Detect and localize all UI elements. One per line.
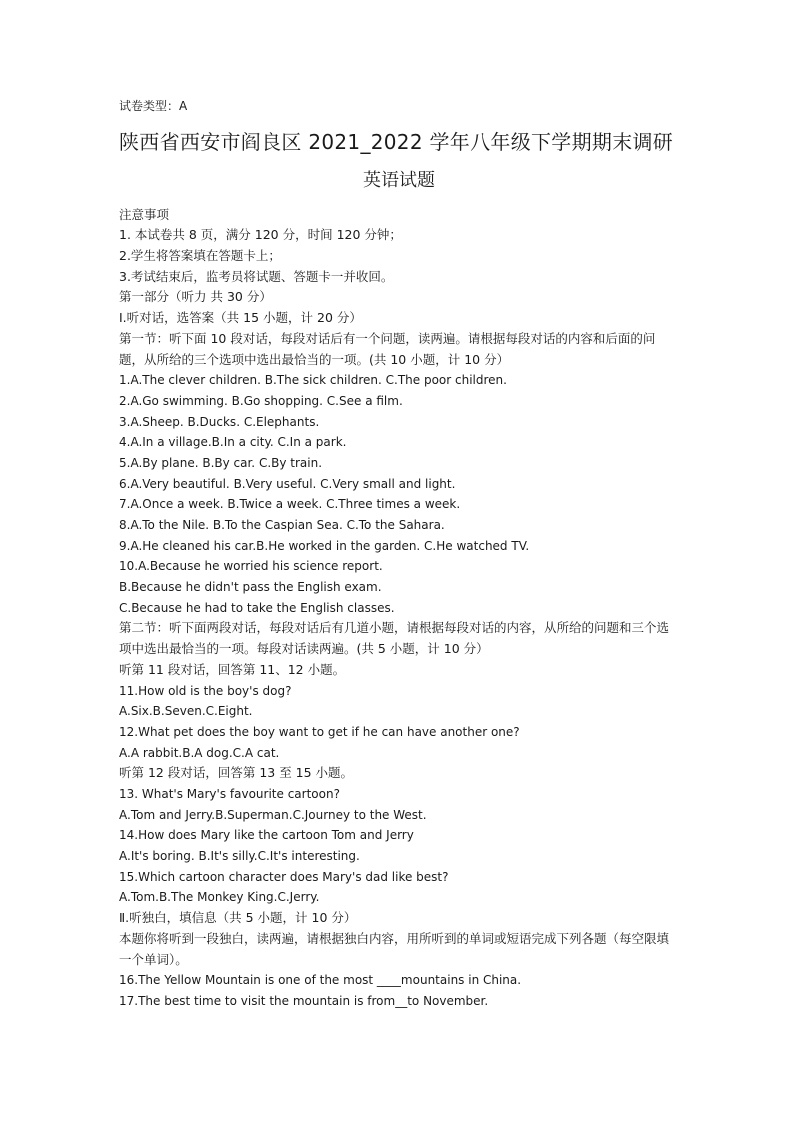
question-line: 9.A.He cleaned his car.B.He worked in the garden. C.He watched TV.	[119, 538, 530, 553]
paper-type: 试卷类型：A	[119, 99, 188, 113]
question-line: 1.A.The clever children. B.The sick children. C.The poor children.	[119, 373, 507, 388]
question-line: A.Six.B.Seven.C.Eight.	[119, 704, 253, 719]
exam-page	[119, 96, 679, 1012]
question-line: 10.A.Because he worried his science report.	[119, 559, 383, 574]
exam-title: 陕西省西安市阎良区 2021_2022 学年八年级下学期期末调研	[119, 129, 674, 154]
question-line: B.Because he didn't pass the English exam.	[119, 580, 382, 595]
section2-title: Ⅱ.听独白，填信息（共 5 小题，计 10 分）	[119, 910, 357, 926]
question-line: 6.A.Very beautiful. B.Very useful. C.Very small and light.	[119, 476, 456, 491]
note-item: 2.学生将答案填在答题卡上；	[119, 248, 281, 264]
question-line: 3.A.Sheep. B.Ducks. C.Elephants.	[119, 414, 320, 429]
question-line: A.It's boring. B.It's silly.C.It's interesting.	[119, 849, 360, 864]
exam-subtitle: 英语试题	[363, 169, 435, 191]
question-line: 17.The best time to visit the mountain is from__to November.	[119, 993, 489, 1008]
question-line: A.Tom.B.The Monkey King.C.Jerry.	[119, 890, 320, 905]
dialog-intro: 听第 12 段对话，回答第 13 至 15 小题。	[119, 765, 354, 781]
question-line: 13. What's Mary's favourite cartoon?	[119, 787, 340, 801]
section2-instructions: 本题你将听到一段独白，读两遍，请根据独白内容，用所听到的单词或短语完成下列各题（每空限填一个单词）。	[119, 930, 670, 967]
note-item: 1. 本试卷共 8 页，满分 120 分，时间 120 分钟；	[119, 227, 402, 243]
question-line: 8.A.To the Nile. B.To the Caspian Sea. C.To the Sahara.	[119, 518, 445, 533]
question-line: 7.A.Once a week. B.Twice a week. C.Three times a week.	[119, 497, 461, 512]
question-line: A.A rabbit.B.A dog.C.A cat.	[119, 745, 280, 760]
question-line: 15.Which cartoon character does Mary's dad like best?	[119, 869, 449, 884]
question-line: C.Because he had to take the English classes.	[119, 600, 395, 615]
question-line: 5.A.By plane. B.By car. C.By train.	[119, 455, 323, 470]
section1-part1-instructions: 第一节：听下面 10 段对话，每段对话后有一个问题，读两遍。请根据每段对话的内容和后面的问题，从所给的三个选项中选出最恰当的一项。(共 10 小题，计 10 分）	[119, 330, 656, 367]
note-item: 3.考试结束后，监考员将试题、答题卡一并收回。	[119, 268, 394, 284]
part1-heading: 第一部分（听力 共 30 分）	[119, 289, 272, 305]
question-line: 12.What pet does the boy want to get if he can have another one?	[119, 724, 520, 739]
question-line: 2.A.Go swimming. B.Go shopping. C.See a film.	[119, 393, 403, 408]
section1-title: Ⅰ.听对话，选答案（共 15 小题，计 20 分）	[119, 310, 362, 326]
question-line: 4.A.In a village.B.In a city. C.In a park.	[119, 435, 347, 450]
question-line: 14.How does Mary like the cartoon Tom and Jerry	[119, 828, 414, 843]
question-line: 11.How old is the boy's dog?	[119, 683, 292, 698]
question-line: A.Tom and Jerry.B.Superman.C.Journey to the West.	[119, 807, 427, 822]
dialog-intro: 听第 11 段对话，回答第 11、12 小题。	[119, 661, 346, 677]
question-line: 16.The Yellow Mountain is one of the most ____mountains in China.	[119, 973, 522, 988]
notes-heading: 注意事项	[119, 206, 170, 222]
section1-part2-instructions: 第二节：听下面两段对话，每段对话后有几道小题，请根据每段对话的内容，从所给的问题和三个选项中选出最恰当的一项。每段对话读两遍。(共 5 小题，计 10 分）	[119, 620, 670, 657]
